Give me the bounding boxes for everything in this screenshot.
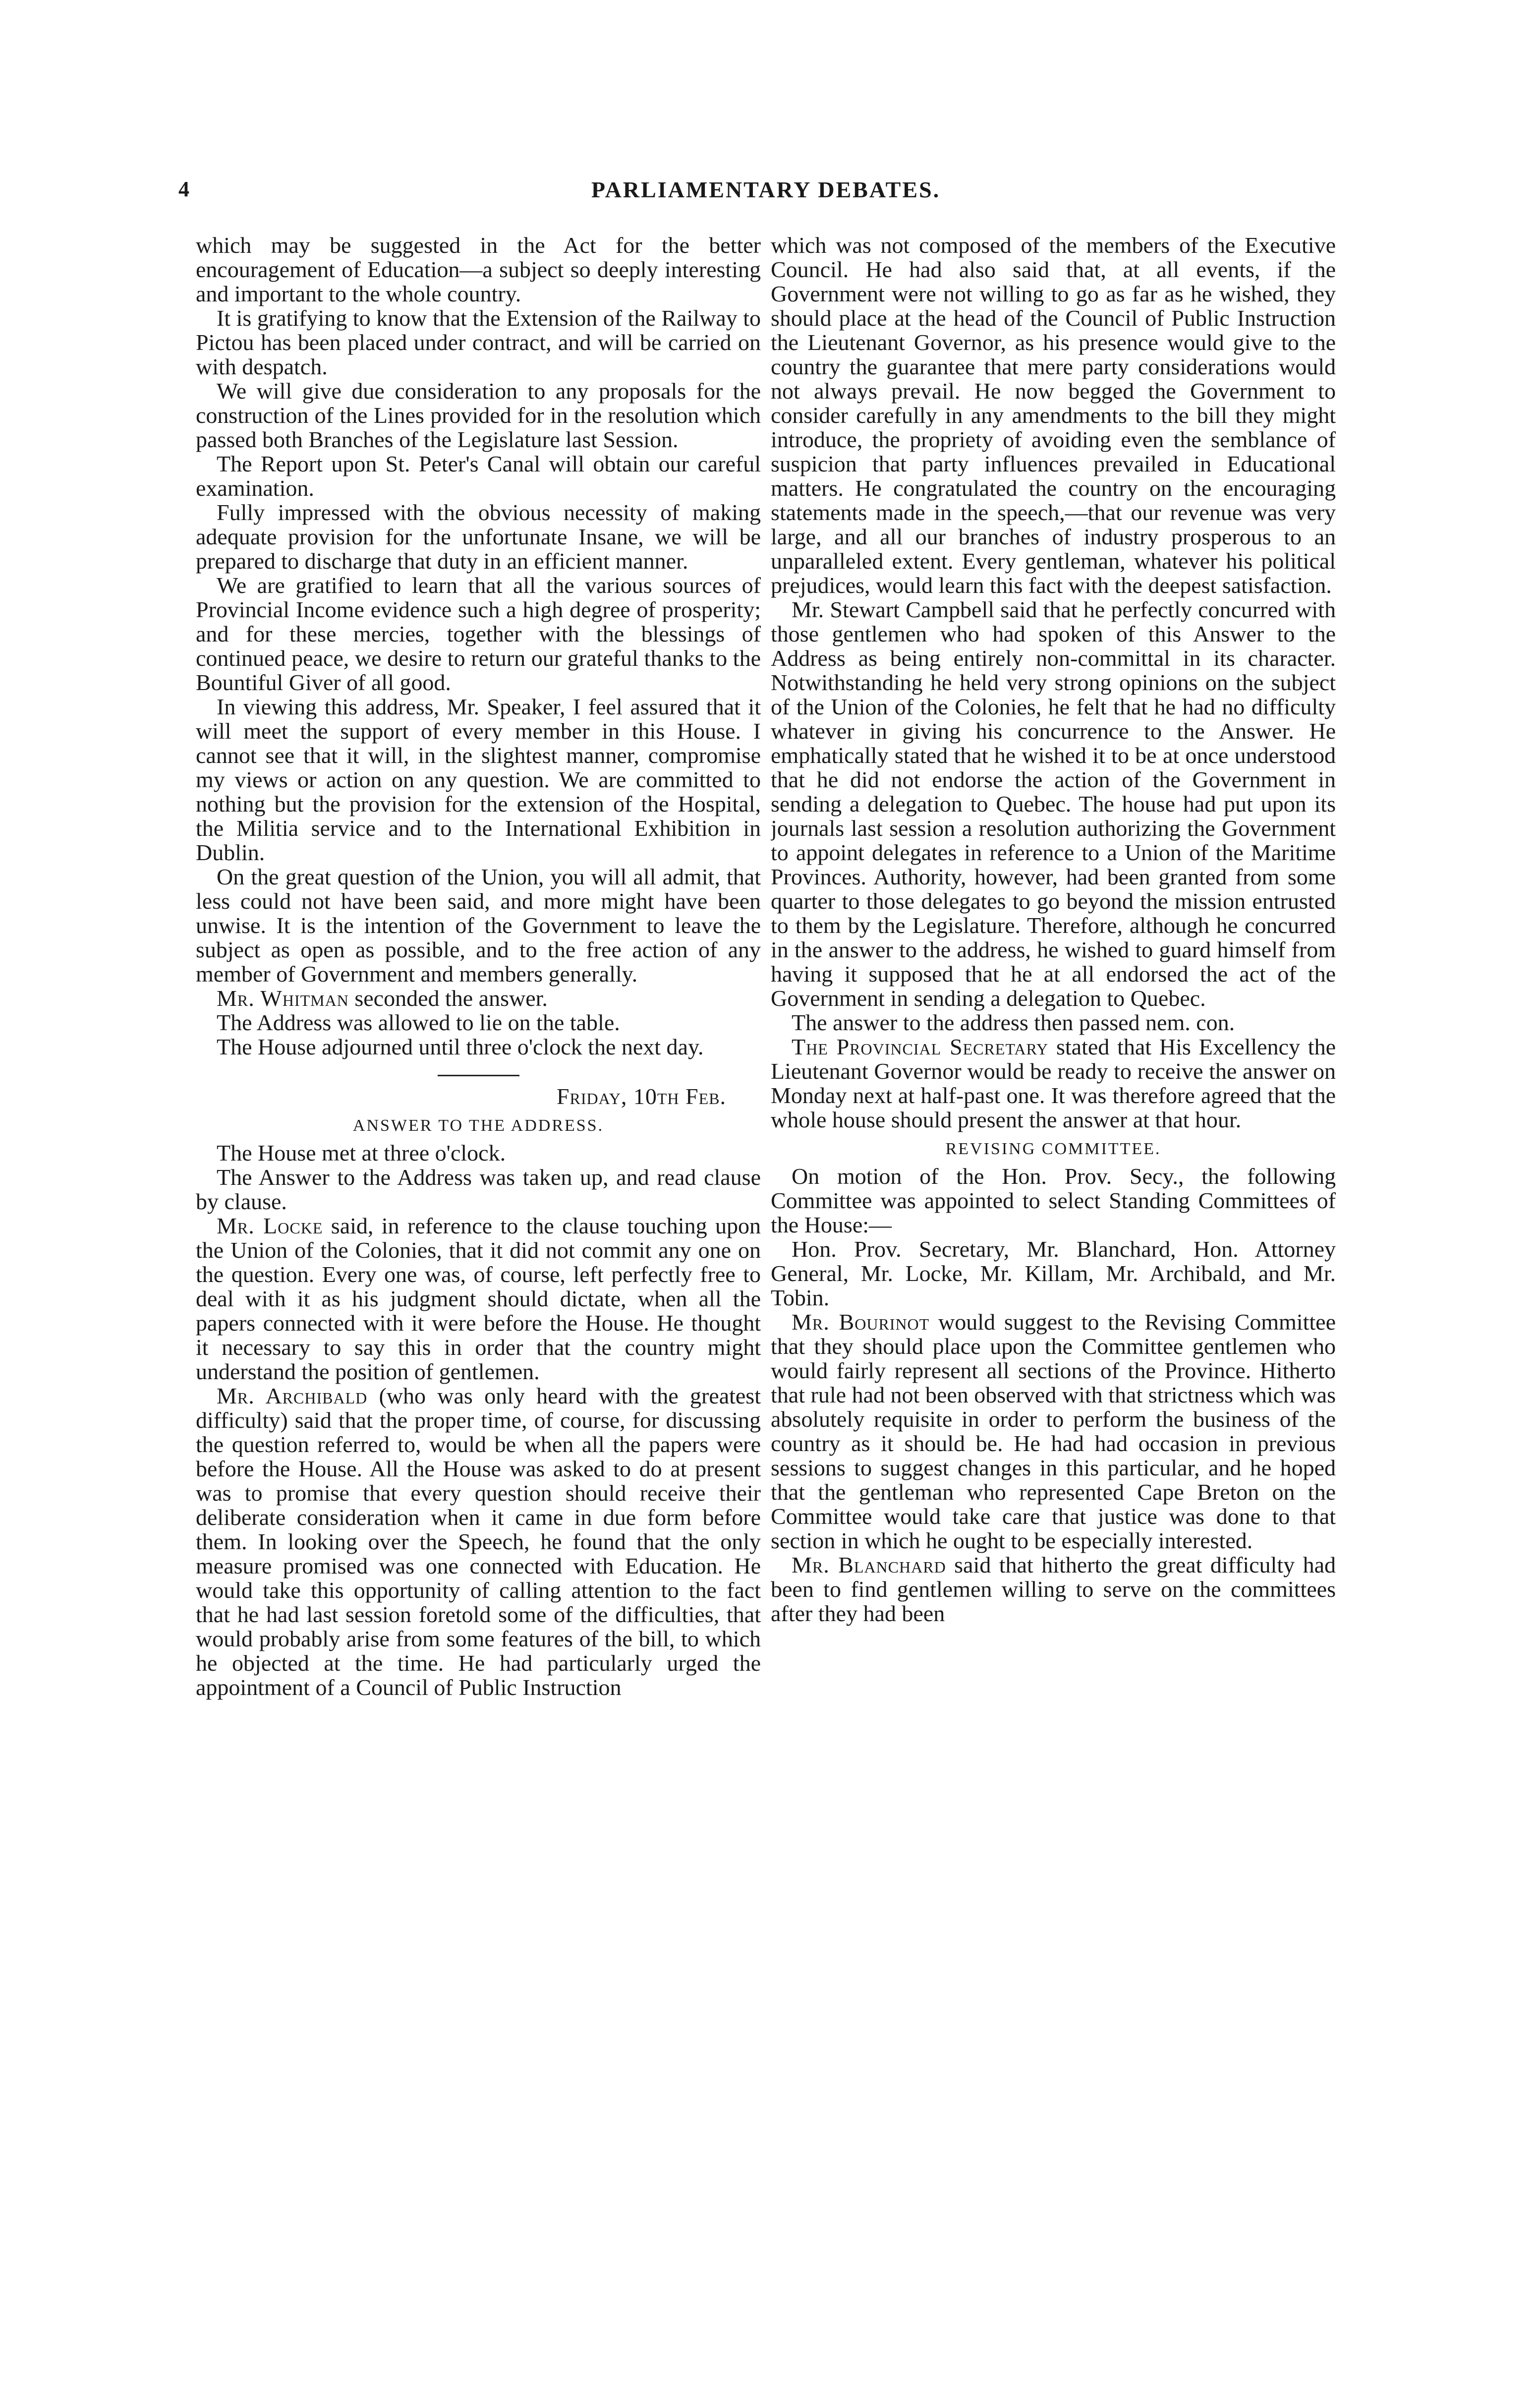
- paragraph: [771, 1553, 1336, 1626]
- speaker-name: Mr. Blanchard: [792, 1552, 946, 1577]
- section-heading: REVISING COMMITTEE.: [945, 1140, 1161, 1158]
- paragraph: [196, 1214, 761, 1384]
- page-number: 4: [178, 177, 189, 201]
- section-divider: [438, 1075, 519, 1076]
- right-column: [771, 233, 1336, 2315]
- speaker-name: Mr. Bourinot: [792, 1309, 930, 1335]
- paragraph: [771, 597, 1336, 1010]
- paragraph: We are gratified to learn that all the various sources of Provincial Income evidence such a high degree of prosperity; and for these mercies, together with the blessings of continued peace, we desire to return our grateful thanks to the Bountiful Giver of all good.: [196, 573, 761, 695]
- speech-text: said, in reference to the clause touching upon the Union of the Colonies, that it did not commit any one on the question. Every one was, of course, left perfectly free to deal with it as his judgment should dictate, when all the papers connected with it were before the House. He thought it necessary to say this in order that the country might understand the position of gentlemen.: [196, 1213, 761, 1384]
- page-header: [178, 176, 1353, 211]
- paragraph: The House adjourned until three o'clock the next day.: [217, 1034, 704, 1059]
- speech-text: (who was only heard with the greatest difficulty) said that the proper time, of course, for discussing the question referred to, would be when all the papers were before the House. All the House was asked to do at present was to promise that every question should receive their deliberate consideration when it came in due form before them. In looking over the Speech, he found that the only measure promised was one connected with Education. He would take this opportunity of calling attention to the fact that he had last session foretold some of the difficulties, that would probably arise from some features of the bill, to which he objected at the time. He had particularly urged the appointment of a Council of Public Instruction: [196, 1383, 761, 1700]
- paragraph: [771, 1035, 1336, 1132]
- paragraph: Fully impressed with the obvious necessity of making adequate provision for the unfortunate Insane, we will be prepared to discharge that duty in an efficient manner.: [196, 500, 761, 574]
- paragraph: which may be suggested in the Act for the better encouragement of Education—a subject so deeply interesting and important to the whole country.: [196, 233, 761, 306]
- speaker-name: Mr. Whitman: [217, 986, 349, 1011]
- speech-text: stated that His Excellency the Lieutenant Governor would be ready to receive the answer on Monday next at half-past one. It was therefore agreed that the whole house should present the answer at that hour.: [771, 1034, 1336, 1132]
- speech-text: said that hitherto the great difficulty had been to find gentlemen willing to serve on the committees after they had been: [771, 1552, 1336, 1626]
- paragraph: In viewing this address, Mr. Speaker, I feel assured that it will meet the support of every member in this House. I cannot see that it will, in the slightest manner, compromise my views or action on any question. We are committed to nothing but the provision for the extension of the Hospital, the Militia service and to the International Exhibition in Dublin.: [196, 694, 761, 865]
- paragraph: [196, 986, 761, 1010]
- speech-text: seconded the answer.: [348, 986, 548, 1011]
- running-head: PARLIAMENTARY DEBATES.: [591, 177, 941, 202]
- paragraph: On the great question of the Union, you will all admit, that less could not have been said, and more might have been unwise. It is the intention of the Government to leave the subject as open as possible, and to the free action of any member of Government and members generally.: [196, 864, 761, 987]
- paragraph: The House met at three o'clock.: [217, 1140, 506, 1166]
- paragraph: On motion of the Hon. Prov. Secy., the following Committee was appointed to select Standing Committees of the House:—: [771, 1164, 1336, 1237]
- speech-text: Mr. Stewart Campbell: [792, 597, 995, 622]
- paragraph: [771, 1310, 1336, 1553]
- paragraph: [196, 1384, 761, 1699]
- paragraph: The Report upon St. Peter's Canal will obtain our careful examination.: [196, 451, 761, 501]
- speech-text: said that he perfectly concurred with those gentlemen who had spoken of this Answer to the Address as being entirely non-committal in its character. Notwithstanding he held very strong opinions on the subject of the Union of the Colonies, he felt that he had no difficulty whatever in giving his concurrence to the Answer. He emphatically stated that he wished it to be at once understood that he did not endorse the action of the Government in sending a delegation to Quebec. The house had put upon its journals last session a resolution authorizing the Government to appoint delegates in reference to a Union of the Maritime Provinces. Authority, however, had been granted from some quarter to those delegates to go beyond the mission entrusted to them by the Legislature. Therefore, although he concurred in the answer to the address, he wished to guard himself from having it supposed that he at all endorsed the act of the Government in sending a delegation to Quebec.: [771, 597, 1336, 1011]
- speaker-name: Mr. Locke: [217, 1213, 323, 1238]
- speaker-name: Mr. Archibald: [217, 1383, 368, 1408]
- paragraph: The answer to the address then passed nem. con.: [792, 1010, 1235, 1035]
- paragraph: which was not composed of the members of the Executive Council. He had also said that, at all events, if the Government were not willing to go as far as he wished, they should place at the head of the Council of Public Instruction the Lieutenant Governor, as his presence would give to the country the guarantee that mere party considerations would not always prevail. He now begged the Government to consider carefully in any amendments to the bill they might introduce, the propriety of avoiding even the semblance of suspicion that party influences prevailed in Educational matters. He congratulated the country on the encouraging statements made in the speech,—that our revenue was very large, and all our branches of industry prosperous to an unparalleled extent. Every gentleman, whatever his political prejudices, would learn this fact with the deepest satisfaction.: [771, 233, 1336, 598]
- section-heading: ANSWER TO THE ADDRESS.: [352, 1116, 604, 1135]
- dateline: Friday, 10th Feb.: [556, 1084, 726, 1109]
- paragraph: The Answer to the Address was taken up, and read clause by clause.: [196, 1165, 761, 1214]
- paragraph: The Address was allowed to lie on the table.: [217, 1010, 620, 1035]
- speaker-name: The Provincial Secretary: [792, 1034, 1049, 1059]
- left-column: [196, 233, 761, 2315]
- paragraph: Hon. Prov. Secretary, Mr. Blanchard, Hon. Attorney General, Mr. Locke, Mr. Killam, Mr. Archibald, and Mr. Tobin.: [771, 1236, 1336, 1310]
- speech-text: would suggest to the Revising Committee that they should place upon the Committee gentlemen who would fairly represent all sections of the Province. Hitherto that rule had not been observed with that strictness which was absolutely requisite in order to perform the business of the country as it should be. He had had occasion in previous sessions to suggest changes in this particular, and he hoped that the gentleman who represented Cape Breton on the Committee would take care that justice was done to that section in which he ought to be especially interested.: [771, 1309, 1336, 1553]
- paragraph: It is gratifying to know that the Extension of the Railway to Pictou has been placed under contract, and will be carried on with despatch.: [196, 305, 761, 379]
- paragraph: We will give due consideration to any proposals for the construction of the Lines provided for in the resolution which passed both Branches of the Legislature last Session.: [196, 378, 761, 452]
